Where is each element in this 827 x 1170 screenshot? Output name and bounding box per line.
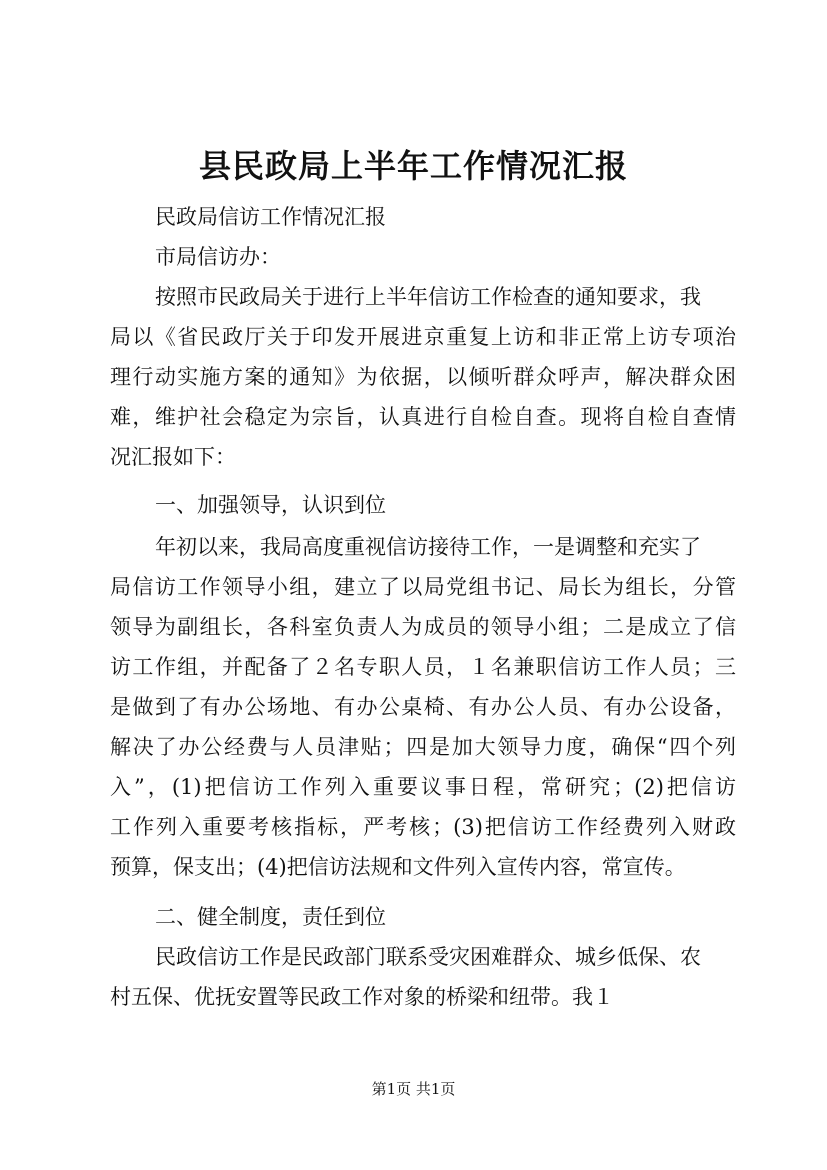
- paragraph-line: 是做到了有办公场地、有办公桌椅、有办公人员、有办公设备，: [110, 695, 736, 719]
- document-title: 县民政局上半年工作情况汇报: [198, 147, 628, 185]
- paragraph-line: 村五保、优抚安置等民政工作对象的桥梁和纽带。我１: [110, 985, 614, 1009]
- section-heading: 一、加强领导，认识到位: [155, 493, 386, 517]
- paragraph-line: 年初以来，我局高度重视信访接待工作，一是调整和充实了: [155, 535, 701, 559]
- paragraph-line: 领导为副组长，各科室负责人为成员的领导小组；二是成立了信: [110, 615, 736, 639]
- paragraph-line: 入”，(1)把信访工作列入重要议事日程，常研究；(2)把信访: [110, 775, 736, 799]
- paragraph-line: 民政信访工作是民政部门联系受灾困难群众、城乡低保、农: [155, 945, 701, 969]
- paragraph-line: 工作列入重要考核指标，严考核；(3)把信访工作经费列入财政: [110, 815, 736, 839]
- section-heading: 二、健全制度，责任到位: [155, 905, 386, 929]
- paragraph-line: 民政局信访工作情况汇报: [155, 205, 386, 229]
- paragraph-line: 市局信访办：: [155, 245, 281, 269]
- paragraph-line: 访工作组，并配备了２名专职人员，１名兼职信访工作人员；三: [110, 655, 736, 679]
- paragraph-line: 理行动实施方案的通知》为依据，以倾听群众呼声，解决群众困: [110, 365, 736, 389]
- paragraph-line: 按照市民政局关于进行上半年信访工作检查的通知要求，我: [155, 285, 701, 309]
- paragraph-line: 局以《省民政厅关于印发开展进京重复上访和非正常上访专项治: [110, 325, 736, 349]
- paragraph-line: 预算，保支出；(4)把信访法规和文件列入宣传内容，常宣传。: [110, 855, 686, 879]
- page-footer: 第1页 共1页: [371, 1080, 456, 1098]
- paragraph-line: 解决了办公经费与人员津贴；四是加大领导力度，确保“四个列: [110, 735, 736, 759]
- paragraph-line: 局信访工作领导小组，建立了以局党组书记、局长为组长，分管: [110, 575, 736, 599]
- paragraph-line: 况汇报如下：: [110, 445, 236, 469]
- paragraph-line: 难，维护社会稳定为宗旨，认真进行自检自查。现将自检自查情: [110, 405, 736, 429]
